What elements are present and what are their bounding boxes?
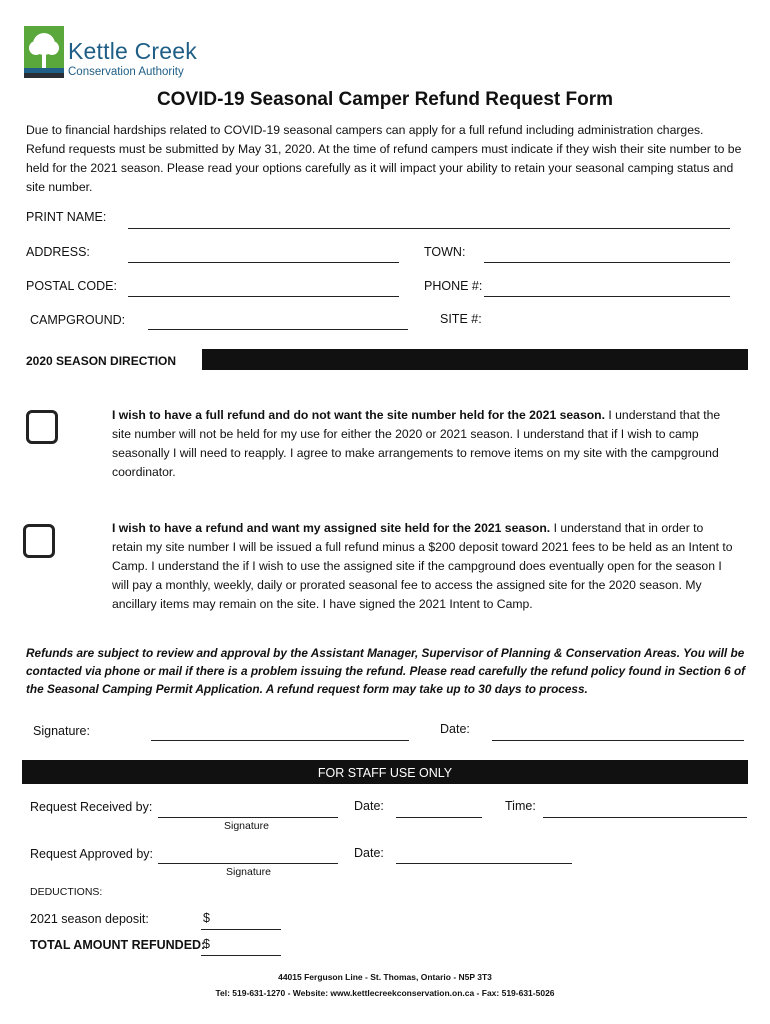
option-hold-site-body: I understand that in order to retain my site number I will be issued a full refund minus a $200 deposit toward 2021 fees to be held as an Intent to Camp. I understand the if I wish to use the assigned site if the campground does eventually open for the season I will pay a monthly, weekly, daily or prorated seasonal fee to access the assigned site for the 2020 season. My ancillary items may remain on the site. I have signed the 2021 Intent to Camp.	[112, 521, 733, 611]
postal-code-label: POSTAL CODE:	[26, 279, 117, 293]
option-hold-site-text	[112, 519, 734, 614]
received-signature-caption: Signature	[224, 820, 269, 832]
request-approved-input[interactable]	[158, 863, 338, 864]
option-hold-site-bold: I wish to have a refund and want my assigned site held for the 2021 season.	[112, 521, 551, 535]
total-refunded-input[interactable]	[201, 955, 281, 956]
option-full-refund-body: I understand that the site number will not be held for my use for either the 2020 or 2021 season. I understand that if I wish to camp seasonally I will need to reapply. I agree to make arrangements to remove items on my site with the campground coordinator.	[112, 408, 721, 479]
deposit-label: 2021 season deposit:	[30, 912, 149, 926]
town-input[interactable]	[484, 262, 730, 263]
site-label: SITE #:	[440, 312, 482, 326]
section-bar	[202, 349, 748, 370]
print-name-input[interactable]	[128, 228, 730, 229]
footer-contact: Tel: 519-631-1270 - Website: www.kettlecreekconservation.on.ca - Fax: 519-631-5026	[215, 988, 555, 998]
approved-signature-caption: Signature	[226, 866, 271, 878]
received-time-label: Time:	[505, 799, 536, 813]
logo	[24, 26, 204, 82]
deposit-input[interactable]	[201, 929, 281, 930]
page-title: COVID-19 Seasonal Camper Refund Request Form	[156, 89, 614, 110]
staff-use-heading: FOR STAFF USE ONLY	[317, 766, 453, 780]
campground-input[interactable]	[148, 329, 408, 330]
intro-paragraph: Due to financial hardships related to COVID-19 seasonal campers can apply for a full refund including administration charges. Refund requests must be submitted by May 31, 2020. At the time of refund campers must indicate if they wish their site number to be held for the 2021 season. Please read your options carefully as it will impact your ability to retain your seasonal camping status and site number.	[26, 123, 742, 194]
town-label: TOWN:	[424, 245, 466, 259]
request-received-label: Request Received by:	[30, 800, 153, 814]
signature-input[interactable]	[151, 740, 409, 741]
refund-disclaimer: Refunds are subject to review and approval by the Assistant Manager, Supervisor of Planning & Conservation Areas. You will be contacted via phone or mail if there is a problem issuing the refund. Please read carefully the refund policy found in Section 6 of the Seasonal Camping Permit Application. A refund request form may take up to 30 days to process.	[26, 646, 746, 696]
signature-label: Signature:	[33, 724, 90, 738]
phone-input[interactable]	[484, 296, 730, 297]
date-input[interactable]	[492, 740, 744, 741]
season-direction-heading: 2020 SEASON DIRECTION	[26, 354, 177, 368]
received-date-label: Date:	[354, 799, 384, 813]
address-label: ADDRESS:	[26, 245, 90, 259]
footer-address: 44015 Ferguson Line - St. Thomas, Ontario - N5P 3T3	[278, 972, 492, 982]
received-time-input[interactable]	[543, 817, 747, 818]
option-full-refund-checkbox[interactable]	[26, 410, 58, 444]
campground-label: CAMPGROUND:	[30, 313, 126, 327]
postal-code-input[interactable]	[128, 296, 399, 297]
logo-line2: Conservation Authority	[68, 66, 184, 78]
address-input[interactable]	[128, 262, 399, 263]
phone-label: PHONE #:	[424, 279, 483, 293]
option-full-refund-text	[112, 406, 734, 482]
request-received-input[interactable]	[158, 817, 338, 818]
staff-use-bar	[22, 760, 748, 784]
option-full-refund-bold: I wish to have a full refund and do not want the site number held for the 2021 season.	[112, 408, 605, 422]
total-dollar: $	[203, 937, 210, 951]
print-name-label: PRINT NAME:	[26, 210, 107, 224]
approved-date-label: Date:	[354, 846, 384, 860]
request-approved-label: Request Approved by:	[30, 847, 153, 861]
deposit-dollar: $	[203, 911, 210, 925]
option-hold-site-checkbox[interactable]	[23, 524, 55, 558]
deductions-label: DEDUCTIONS:	[30, 886, 103, 898]
tree-logo-icon	[24, 26, 64, 80]
received-date-input[interactable]	[396, 817, 482, 818]
logo-line1: Kettle Creek	[68, 38, 197, 64]
date-label: Date:	[440, 722, 470, 736]
approved-date-input[interactable]	[396, 863, 572, 864]
total-refunded-label: TOTAL AMOUNT REFUNDED:	[30, 938, 206, 952]
